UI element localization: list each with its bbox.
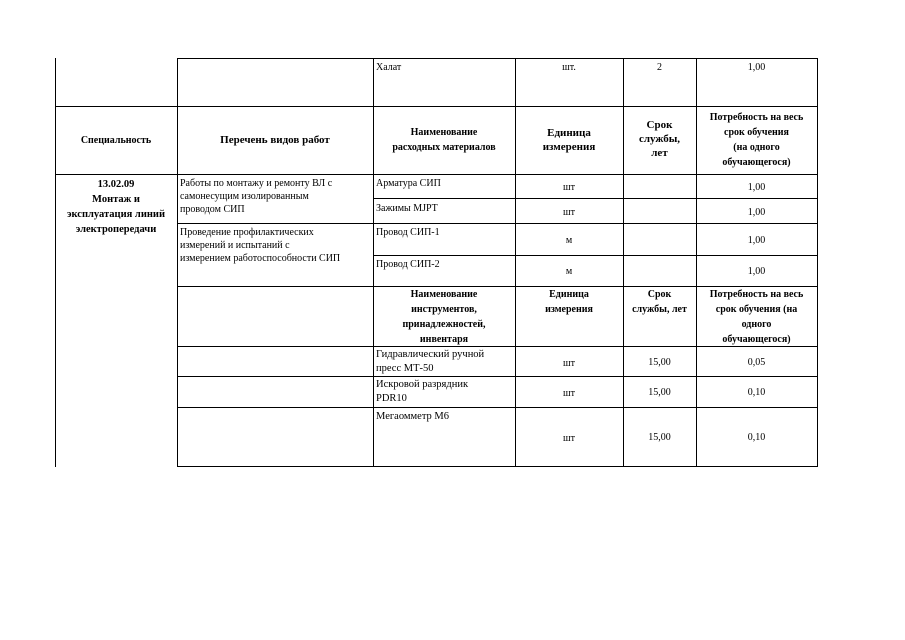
tool-life: 15,00: [648, 387, 671, 398]
tool-need: 0,10: [747, 432, 766, 443]
top-unit: шт.: [562, 62, 576, 73]
top-life: 2: [657, 62, 662, 73]
rule: [55, 174, 818, 175]
rule: [373, 198, 818, 199]
material-name: Зажимы MJPT: [376, 203, 438, 214]
tool-need: 0,10: [747, 387, 766, 398]
rule: [515, 58, 516, 467]
header-specialty: Специальность: [80, 135, 152, 146]
rule: [373, 255, 818, 256]
material-unit: шт: [562, 182, 576, 193]
header-need: Потребность на весь срок обучения (на одного обучающегося): [709, 112, 804, 168]
header-materials: Наименование расходных материалов: [392, 127, 496, 153]
header-works: Перечень видов работ: [220, 134, 330, 146]
rule: [817, 58, 818, 467]
rule: [177, 407, 818, 408]
material-unit: м: [565, 266, 573, 277]
tool-unit: шт: [562, 358, 576, 369]
rule: [373, 58, 374, 467]
tool-unit: шт: [562, 388, 576, 399]
material-name: Провод СИП-2: [376, 259, 440, 270]
material-unit: шт: [562, 207, 576, 218]
rule: [55, 58, 56, 467]
material-name: Провод СИП-1: [376, 227, 440, 238]
rule: [177, 58, 178, 467]
specialty-cell: 13.02.09 Монтаж и эксплуатация линий электропередачи: [66, 179, 166, 235]
rule: [177, 58, 818, 59]
material-need: 1,00: [747, 207, 766, 218]
work-item: Проведение профилактических измерений и испытаний с измерением работоспособности СИП: [180, 227, 341, 264]
tool-life: 15,00: [648, 432, 671, 443]
tool-life: 15,00: [648, 357, 671, 368]
rule: [177, 466, 818, 467]
tools-header-name: Наименование инструментов, принадлежностей, инвентаря: [402, 289, 486, 345]
material-need: 1,00: [747, 266, 766, 277]
material-need: 1,00: [747, 235, 766, 246]
rule: [177, 376, 818, 377]
tool-unit: шт: [562, 433, 576, 444]
tools-header-need: Потребность на весь срок обучения (на одного обучающегося): [709, 289, 804, 345]
material-need: 1,00: [747, 182, 766, 193]
header-unit: Единица измерения: [542, 127, 596, 153]
rule: [55, 106, 818, 107]
work-item: Работы по монтажу и ремонту ВЛ с самонесущим изолированным проводом СИП: [180, 178, 333, 215]
tool-name: Гидравлический ручной пресс МТ-50: [376, 349, 485, 374]
tool-name: Искровой разрядник PDR10: [376, 379, 469, 404]
top-need: 1,00: [747, 62, 766, 73]
top-material: Халат: [376, 62, 402, 73]
material-name: Арматура СИП: [376, 178, 441, 189]
rule: [177, 223, 818, 224]
tool-name: Мегаомметр М6: [376, 411, 450, 422]
tools-header-unit: Единица измерения: [545, 289, 593, 315]
tool-need: 0,05: [747, 357, 766, 368]
header-life: Срок службы, лет: [638, 119, 681, 159]
tools-header-life: Срок службы, лет: [632, 289, 687, 315]
material-unit: м: [565, 235, 573, 246]
